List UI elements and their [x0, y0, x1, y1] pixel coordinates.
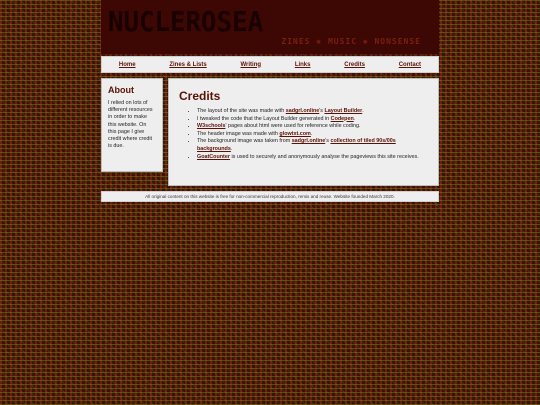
list-item	[197, 108, 428, 116]
item-text: 's	[319, 108, 325, 114]
item-text: ' pages about html were used for reference while coding.	[225, 123, 361, 130]
link-glowtxt[interactable]: glowtxt.com	[279, 130, 311, 137]
item-text: The layout of the site was made with	[197, 108, 286, 114]
main-nav	[101, 56, 439, 73]
item-text: The header image was made with	[197, 130, 280, 137]
about-sidebar	[101, 78, 163, 172]
sidebar-title: About	[108, 85, 134, 95]
item-text: I tweaked the code that the Layout Builder generated in	[197, 115, 331, 122]
list-item	[197, 131, 428, 139]
list-item	[197, 116, 428, 124]
link-sadgrl-2[interactable]: sadgrl.online	[291, 138, 326, 145]
list-item	[197, 154, 428, 162]
site-tagline: ZINES ✺ MUSIC ✺ NONSENSE	[281, 37, 421, 46]
nav-link-links[interactable]: Links	[294, 61, 311, 68]
nav-link-zines-lists[interactable]: Zines & Lists	[169, 61, 207, 68]
link-goatcounter[interactable]: GoatCounter	[197, 153, 230, 160]
credits-panel	[168, 78, 439, 186]
nav-link-writing[interactable]: Writing	[240, 61, 262, 68]
link-backgrounds-collection[interactable]: collection of tiled 90s/00s backgrounds	[197, 138, 396, 152]
item-text: 's	[325, 138, 331, 145]
nav-link-contact[interactable]: Contact	[398, 61, 422, 68]
list-item	[197, 138, 428, 153]
credits-list	[179, 108, 428, 161]
item-text: .	[362, 108, 364, 114]
link-sadgrl[interactable]: sadgrl.online	[285, 108, 320, 114]
site-logo[interactable]: NUCLEROSEA	[108, 5, 264, 38]
item-text: .	[310, 130, 313, 137]
link-codepen[interactable]: Codepen	[330, 115, 354, 122]
item-text: The background image was taken from	[197, 138, 292, 145]
nav-link-credits[interactable]: Credits	[344, 61, 365, 68]
nav-link-home[interactable]: Home	[118, 61, 136, 68]
list-item	[197, 123, 428, 131]
sidebar-text: I relied on lots of different resources in order to make this website. On this page I give credit where credit is due.	[108, 100, 153, 150]
page-title: Credits	[179, 89, 221, 103]
item-text: .	[230, 145, 233, 152]
link-w3schools[interactable]: W3schools	[197, 123, 226, 130]
item-text: is used to securely and anonymously analyse the pageviews this site receives.	[229, 153, 419, 160]
site-footer: All original content on this website is free for non-commercial reproduction, remix and reuse. Website founded March 2020.	[101, 191, 439, 202]
site-header	[101, 0, 439, 54]
item-text: .	[353, 115, 356, 122]
link-layout-builder[interactable]: Layout Builder	[324, 108, 363, 114]
